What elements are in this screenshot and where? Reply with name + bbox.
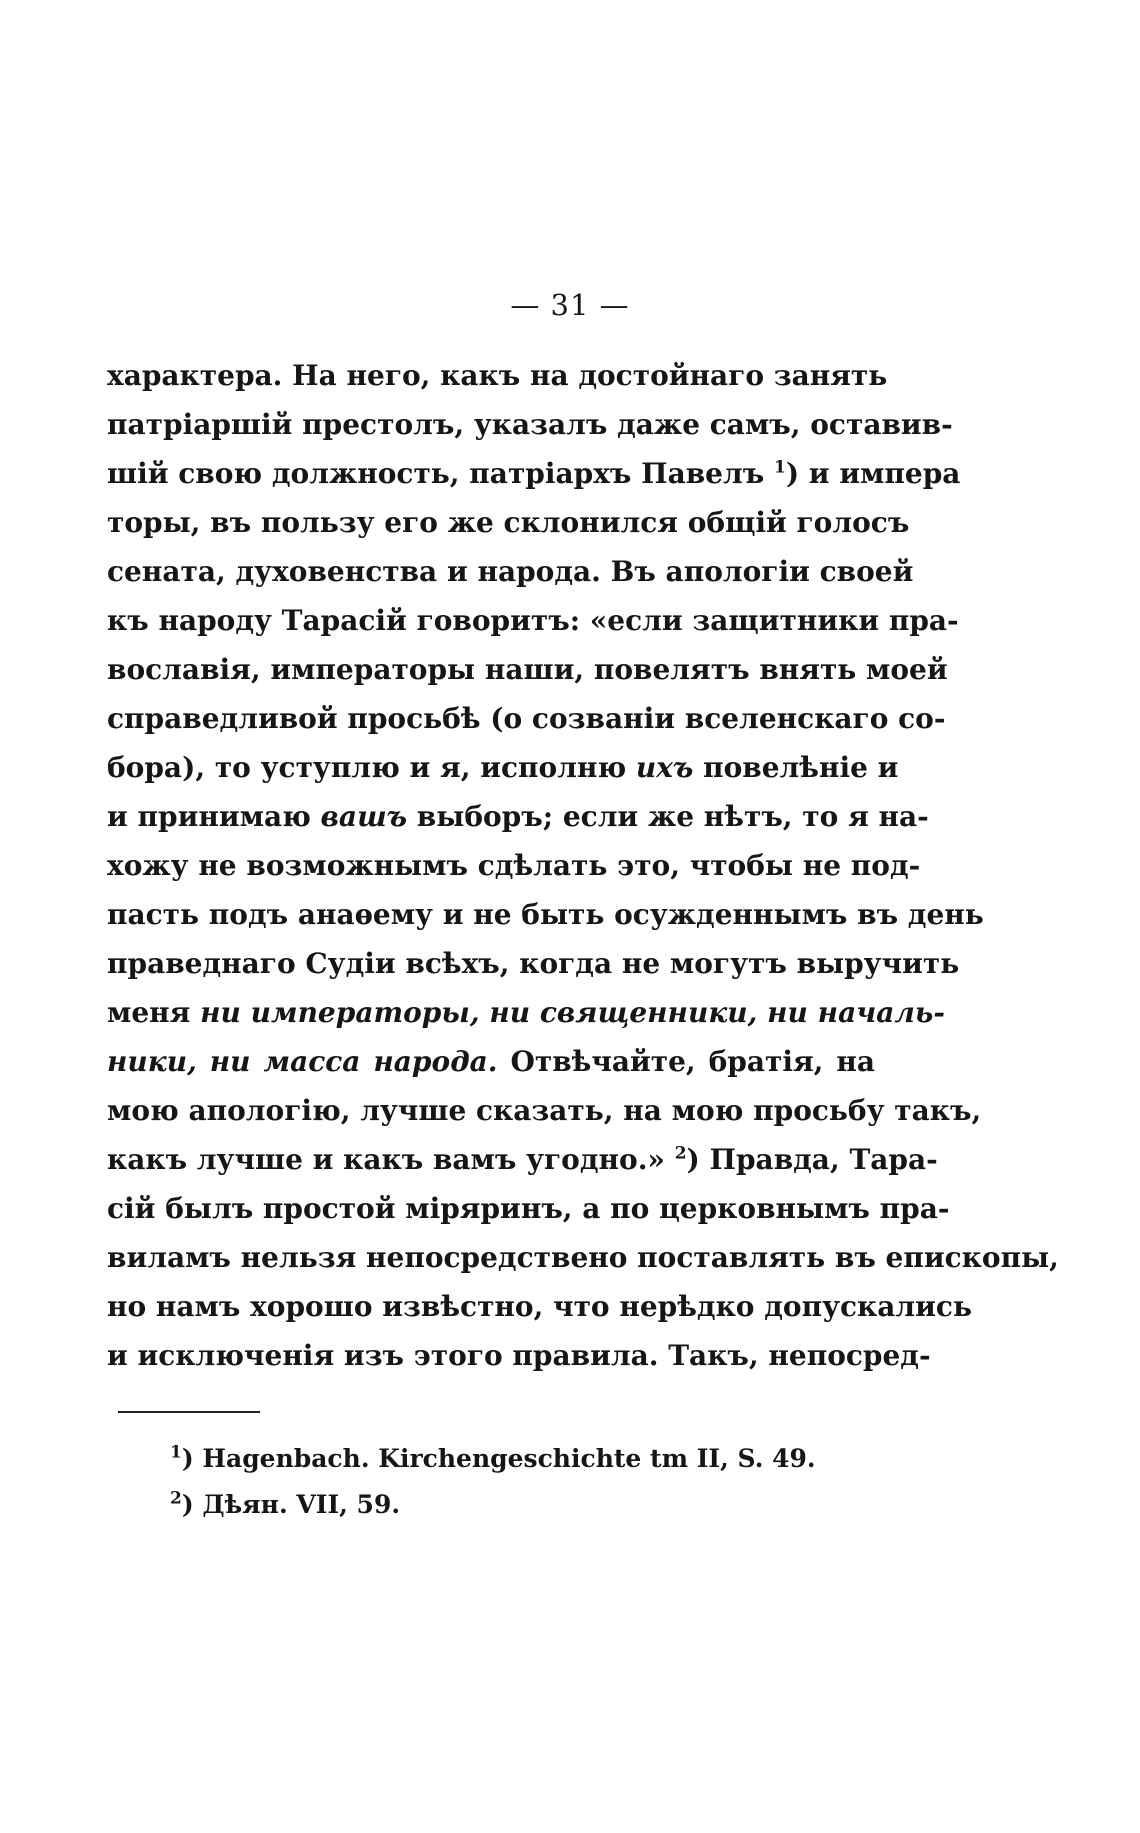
footnote-reference: 1 [773,457,786,478]
text-line: и исключенія изъ этого правила. Такъ, непосред- [107,1339,931,1372]
text-line: вославія, императоры наши, повелятъ внять моей [107,653,948,686]
footnote-item [170,1436,816,1482]
text-line: патріаршій престолъ, указалъ даже самъ, оставив- [107,408,953,441]
text-line: сената, духовенства и народа. Въ апологіи своей [107,555,914,588]
text-line: бора), то уступлю и я, исполню ихъ повелѣніе и [107,751,899,784]
text-line: пасть подъ анаѳему и не быть осужденнымъ въ день [107,898,984,931]
text-line: хожу не возможнымъ сдѣлать это, чтобы не под- [107,849,921,882]
text-line: шій свою должность, патріархъ Павелъ $^1$) и импера [107,457,961,490]
footnote-reference: 2 [674,1143,687,1164]
text-line: справедливой просьбѣ (о созваніи вселенскаго со- [107,702,946,735]
footnote-mark: 2 [170,1488,182,1509]
body-text [107,351,1059,1380]
text-line: меня ни императоры, ни священники, ни началь- [107,996,945,1029]
text-line: какъ лучше и какъ вамъ угодно.» $^2$) Правда, Тара- [107,1143,938,1176]
page-number: — 31 — [510,288,630,322]
text-line: мою апологію, лучше сказать, на мою просьбу такъ, [107,1094,982,1127]
text-line: но намъ хорошо извѣстно, что нерѣдко допускались [107,1290,972,1323]
text-line: торы, въ пользу его же склонился общій голосъ [107,506,910,539]
italic-emphasis: ни императоры, ни священники, ни началь- [200,996,945,1029]
footnote-item [170,1482,816,1528]
footnotes [170,1436,816,1528]
text-line: и принимаю вашъ выборъ; если же нѣтъ, то я на- [107,800,929,833]
footnote-text: ) Hagenbach. Kirchengeschichte tm II, S. 49. [181,1444,816,1473]
text-line: сій былъ простой міряринъ, а по церковнымъ пра- [107,1192,950,1225]
italic-emphasis: ихъ [635,751,694,784]
text-line: характера. На него, какъ на достойнаго занять [107,359,888,392]
footnote-mark: 1 [170,1442,182,1463]
italic-emphasis: вашъ [320,800,408,833]
italic-emphasis: ники, ни масса народа. [107,1045,498,1078]
text-line: виламъ нельзя непосредствено поставлять въ епископы, [107,1241,1059,1274]
footnote-text: ) Дѣян. VII, 59. [181,1490,401,1519]
text-line: праведнаго Судіи всѣхъ, когда не могутъ выручить [107,947,960,980]
text-line: ники, ни масса народа. Отвѣчайте, братія, на [107,1045,875,1078]
text-line: къ народу Тарасій говоритъ: «если защитники пра- [107,604,959,637]
footnote-separator [118,1411,260,1413]
